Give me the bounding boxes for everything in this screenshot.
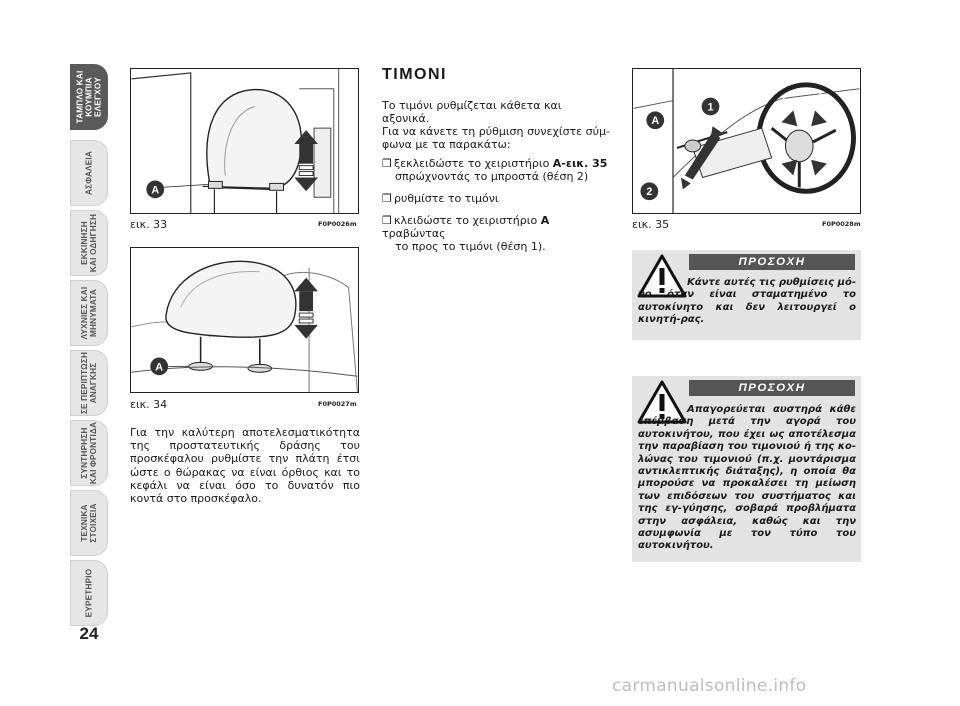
headrest-illustration (131, 69, 358, 213)
tab-emergency[interactable] (70, 350, 108, 416)
figure-caption: εικ. 35 (632, 218, 670, 231)
figure-34-headrest (130, 247, 359, 393)
step-text: τραβώντας (382, 227, 446, 241)
tab-lights-messages[interactable] (70, 280, 108, 346)
warning-box (632, 376, 861, 562)
figure-code: F0P0026m (318, 220, 357, 228)
step-text: ρυθμίστε το τιμόνι (394, 192, 499, 205)
tab-label: ΕΚΚΙΝΗΣΗ ΚΑΙ ΟΔΗΓΗΣΗ (80, 213, 98, 273)
label-a: A (151, 184, 160, 197)
tab-label: ΣΕ ΠΕΡΙΠΤΩΣΗ ΑΝΑΓΚΗΣ (80, 351, 98, 415)
step-adjust (382, 192, 612, 205)
step-text: το προς το τιμόνι (θέση 1). (395, 240, 546, 254)
step-text: σπρώχνοντάς το μπροστά (θέση 2) (395, 170, 589, 184)
tab-technical-data[interactable] (70, 490, 108, 556)
label-2: 2 (646, 186, 653, 199)
figure-code: F0P0027m (318, 400, 357, 408)
tab-dashboard-controls[interactable] (70, 64, 108, 130)
bullet-box: ❒ (382, 157, 392, 170)
warning-header: ΠΡΟΣΟΧΗ (689, 380, 855, 396)
warning-box (632, 250, 861, 340)
step-lock (382, 214, 612, 254)
warning-text: Κάντε αυτές τις ρυθμίσεις μό-νο όταν είναι σταματημένο το αυτοκίνητο και δεν λειτουργεί ο κινητή-ρας. (638, 277, 856, 326)
step-ref: A (540, 214, 550, 227)
figure-code: F0P0028m (822, 220, 861, 228)
step-unlock (382, 157, 612, 183)
tab-label: ΕΥΡΕΤΗΡΙΟ (84, 568, 94, 618)
headrest-illustration (131, 248, 358, 392)
watermark: carmanualsonline.info (612, 676, 807, 696)
steering-illustration (633, 69, 860, 213)
tab-label: ΣΥΝΤΗΡΗΣΗ ΚΑΙ ΦΡΟΝΤΙΔΑ (80, 421, 98, 485)
tab-maintenance[interactable] (70, 420, 108, 486)
tab-index[interactable] (70, 560, 108, 626)
figure-caption: εικ. 34 (130, 398, 168, 411)
bullet-box: ❒ (382, 192, 392, 205)
label-a: A (651, 115, 660, 128)
headrest-advice-text: Για την καλύτερη αποτελεσματικότητα της προστατευτικής δράσης του προσκέφαλου ρυθμίστε την πλάτη έτσι ώστε ο θώρακας να είναι όρθιος και το κεφάλι να είναι όσο το δυνατόν πιο κοντά στο προσκέφαλο. (130, 426, 360, 506)
figure-caption: εικ. 33 (130, 218, 168, 231)
figure-35-steering (632, 68, 861, 214)
warning-header: ΠΡΟΣΟΧΗ (689, 254, 855, 270)
tab-label: ΑΣΦΑΛΕΙΑ (84, 151, 94, 195)
warning-text: Απαγορεύεται αυστηρά κάθε επέμβαση μετά την αγορά του αυτοκινήτου, που έχει ως αποτέλεσμα την παραβίαση του τιμονιού ή της κο-λώνας του τιμονιού (π.χ. μοντάρισμα αντικλεπτικής διάταξης), η οποία θα μπορούσε να προκαλέσει τη μείωση των επιδόσεων του συστήματος και της εγ-γύησης, σοβαρά προβλήματα στην ασφάλεια, καθώς και την ασυμφωνία με τον τύπο του αυτοκινήτου. (638, 404, 856, 552)
tab-label: ΤΑΜΠΛΟ ΚΑΙ ΚΟΥΜΠΙΑ ΕΛΕΓΧΟΥ (75, 70, 103, 124)
tab-label: ΛΥΧΝΙΕΣ ΚΑΙ ΜΗΝΥΜΑΤΑ (80, 286, 98, 340)
tab-starting-driving[interactable] (70, 210, 108, 276)
step-text: κλειδώστε το χειριστήριο (394, 214, 541, 227)
section-title: ΤΙΜΟΝΙ (382, 66, 447, 83)
label-a: A (155, 361, 164, 374)
step-ref: A-εικ. 35 (552, 157, 608, 170)
tab-safety[interactable] (70, 140, 108, 206)
page-number: 24 (79, 624, 99, 643)
figure-33-headrest (130, 68, 359, 214)
label-1: 1 (707, 101, 714, 114)
step-text: ξεκλειδώστε το χειριστήριο (394, 157, 553, 170)
section-instructions: Για να κάνετε τη ρύθμιση συνεχίστε σύμ-φωνα με τα παρακάτω: (382, 125, 610, 152)
section-intro: Το τιμόνι ρυθμίζεται κάθετα και αξονικά. (382, 99, 562, 126)
tab-label: ΤΕΧΝΙΚΑ ΣΤΟΙΧΕΙΑ (80, 503, 98, 543)
bullet-box: ❒ (382, 214, 392, 227)
